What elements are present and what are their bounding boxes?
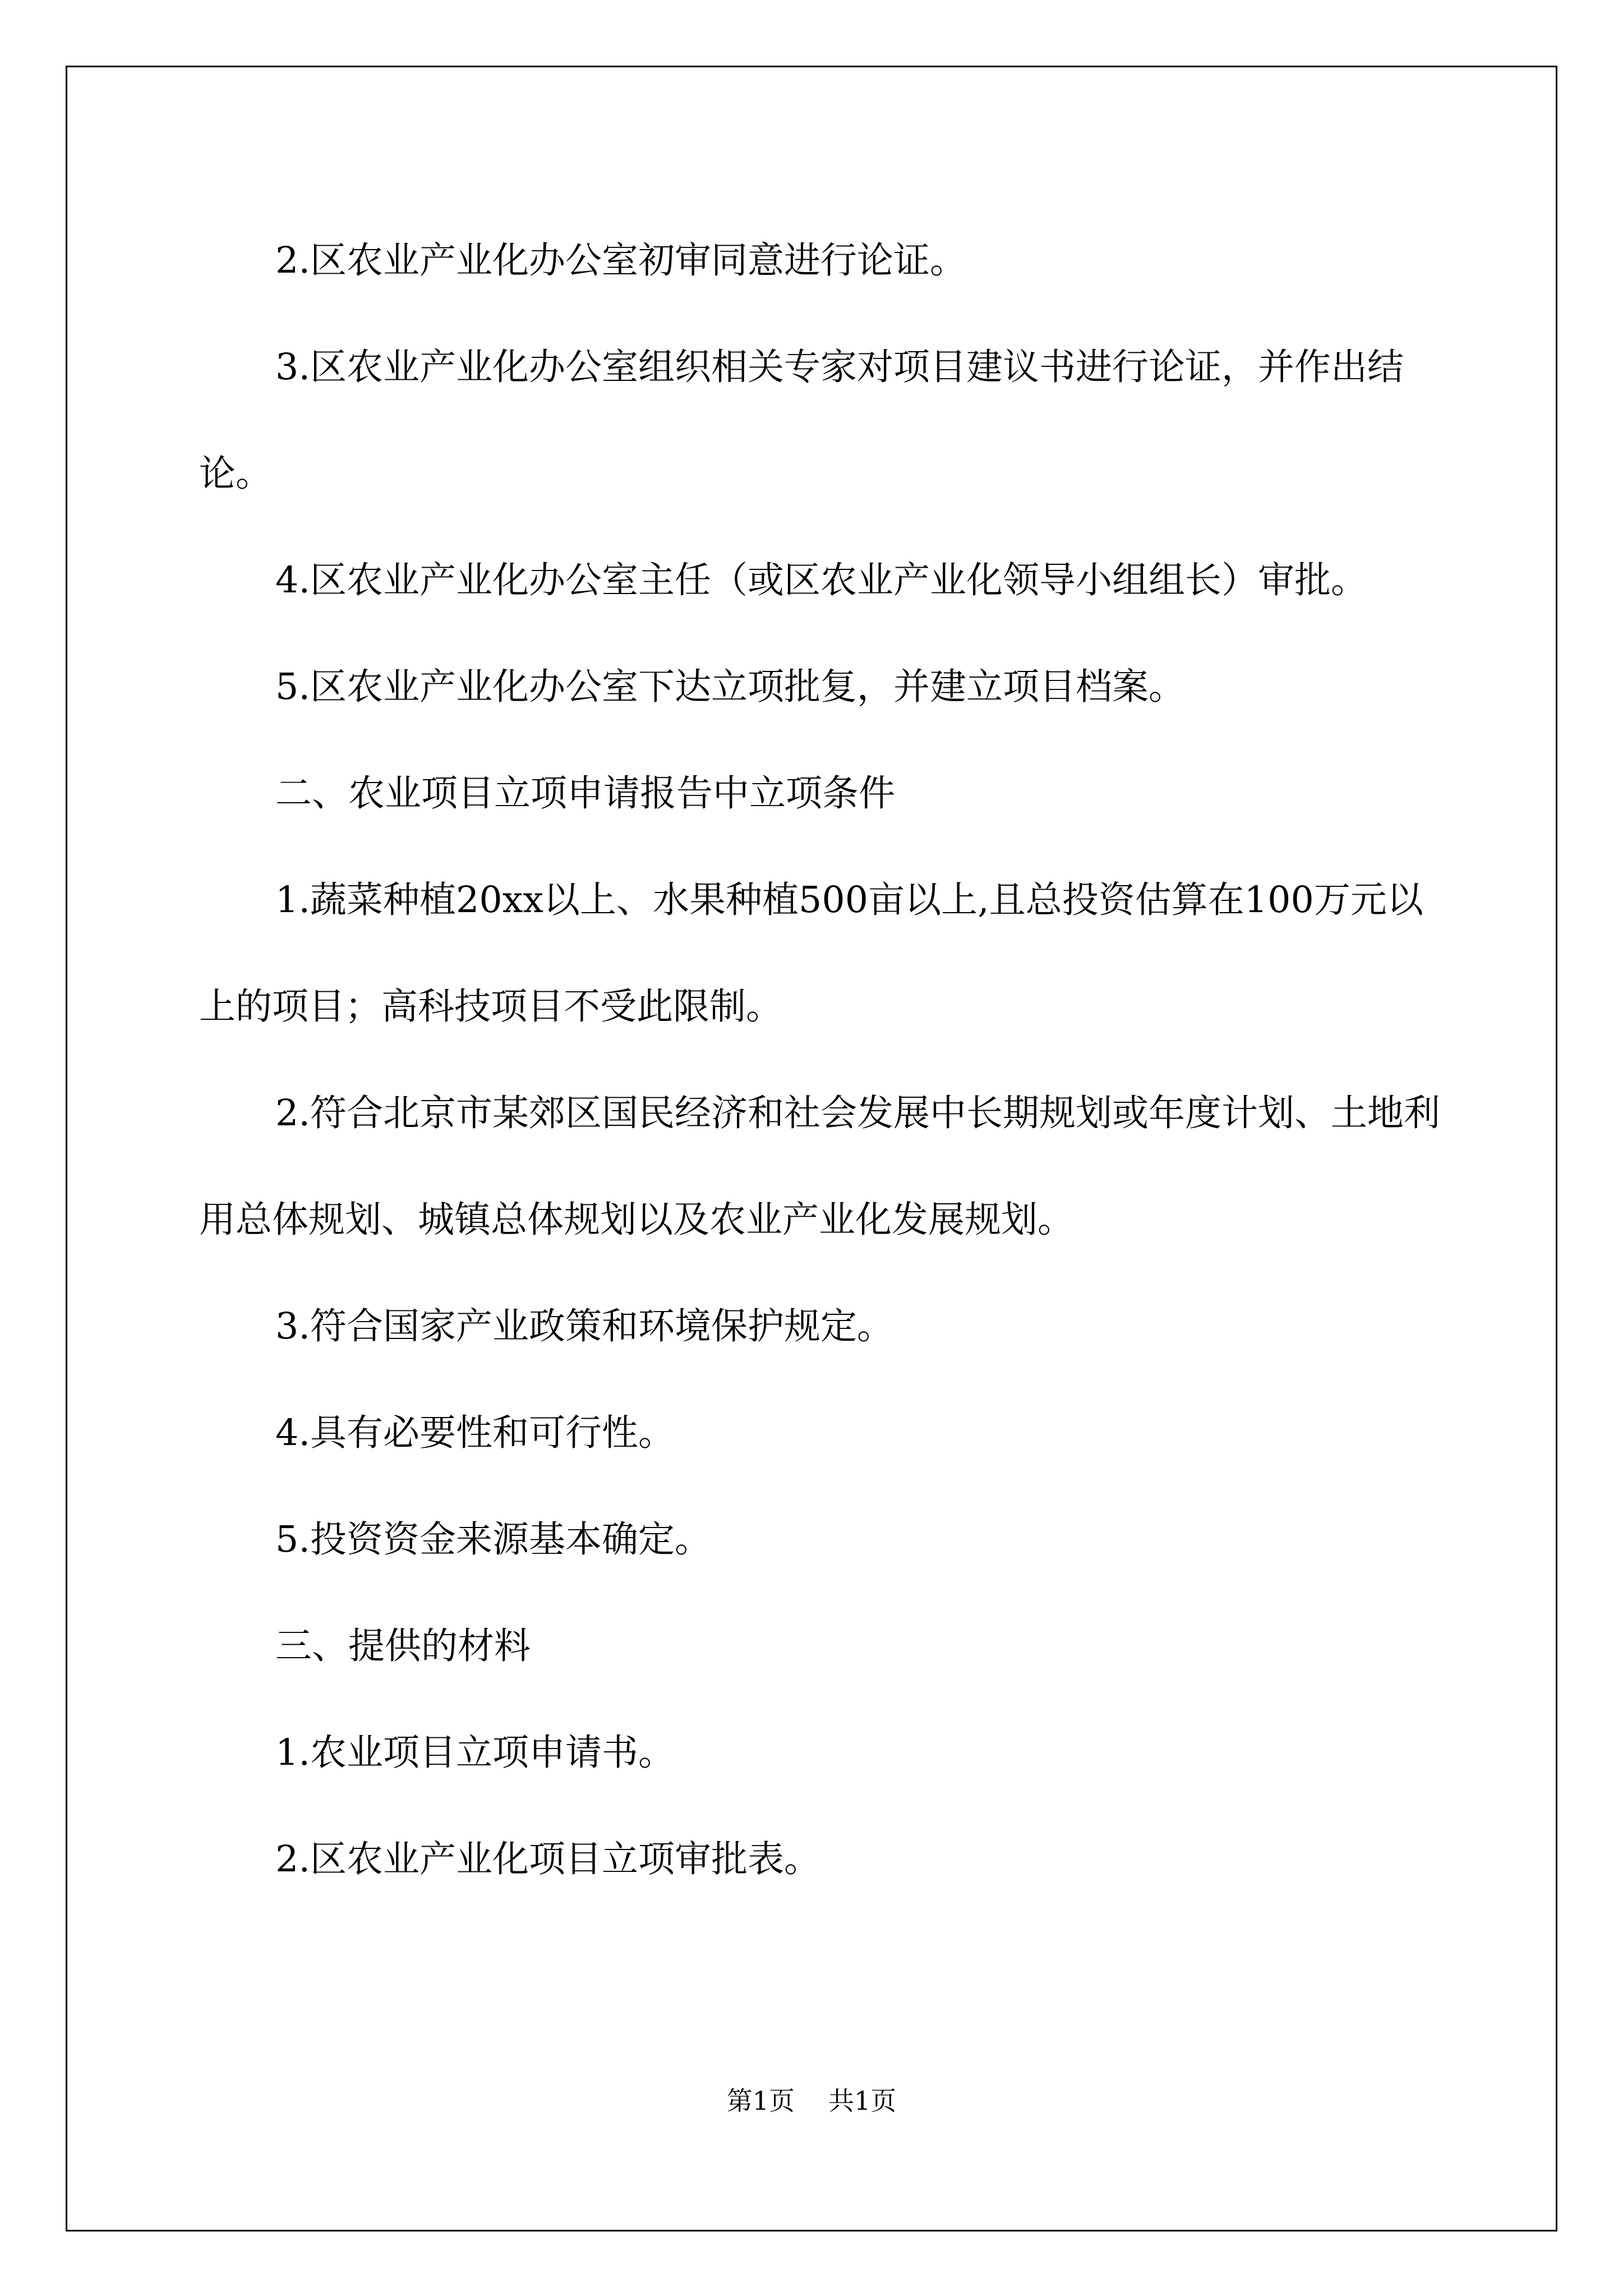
paragraph: 4.具有必要性和可行性。 [275,1412,675,1454]
paragraph: 4.区农业产业化办公室主任（或区农业产业化领导小组组长）审批。 [275,559,1368,601]
paragraph: 1.农业项目立项申请书。 [275,1732,675,1774]
section-heading: 三、提供的材料 [275,1625,531,1667]
paragraph: 2.区农业产业化项目立项审批表。 [275,1838,821,1880]
paragraph: 2.符合北京市某郊区国民经济和社会发展中长期规划或年度计划、土地利用总体规划、城镇总体规划以及农业产业化发展规划。 [199,1092,1441,1241]
page-total: 共1页 [828,2086,897,2116]
paragraph: 3.符合国家产业政策和环境保护规定。 [275,1305,894,1347]
paragraph: 1.蔬菜种植20xx以上、水果种植500亩以上,且总投资估算在100万元以上的项目；高科技项目不受此限制。 [199,879,1423,1028]
paragraph: 2.区农业产业化办公室初审同意进行论证。 [275,240,967,282]
page-footer [0,2084,1623,2118]
paragraph: 3.区农业产业化办公室组织相关专家对项目建议书进行论证，并作出结论。 [199,346,1404,495]
page-number: 第1页 [726,2086,795,2116]
paragraph: 5.区农业产业化办公室下达立项批复，并建立项目档案。 [275,666,1186,708]
paragraph: 5.投资资金来源基本确定。 [275,1519,712,1561]
section-heading: 二、农业项目立项申请报告中立项条件 [275,772,896,815]
document-body [199,208,1455,1913]
